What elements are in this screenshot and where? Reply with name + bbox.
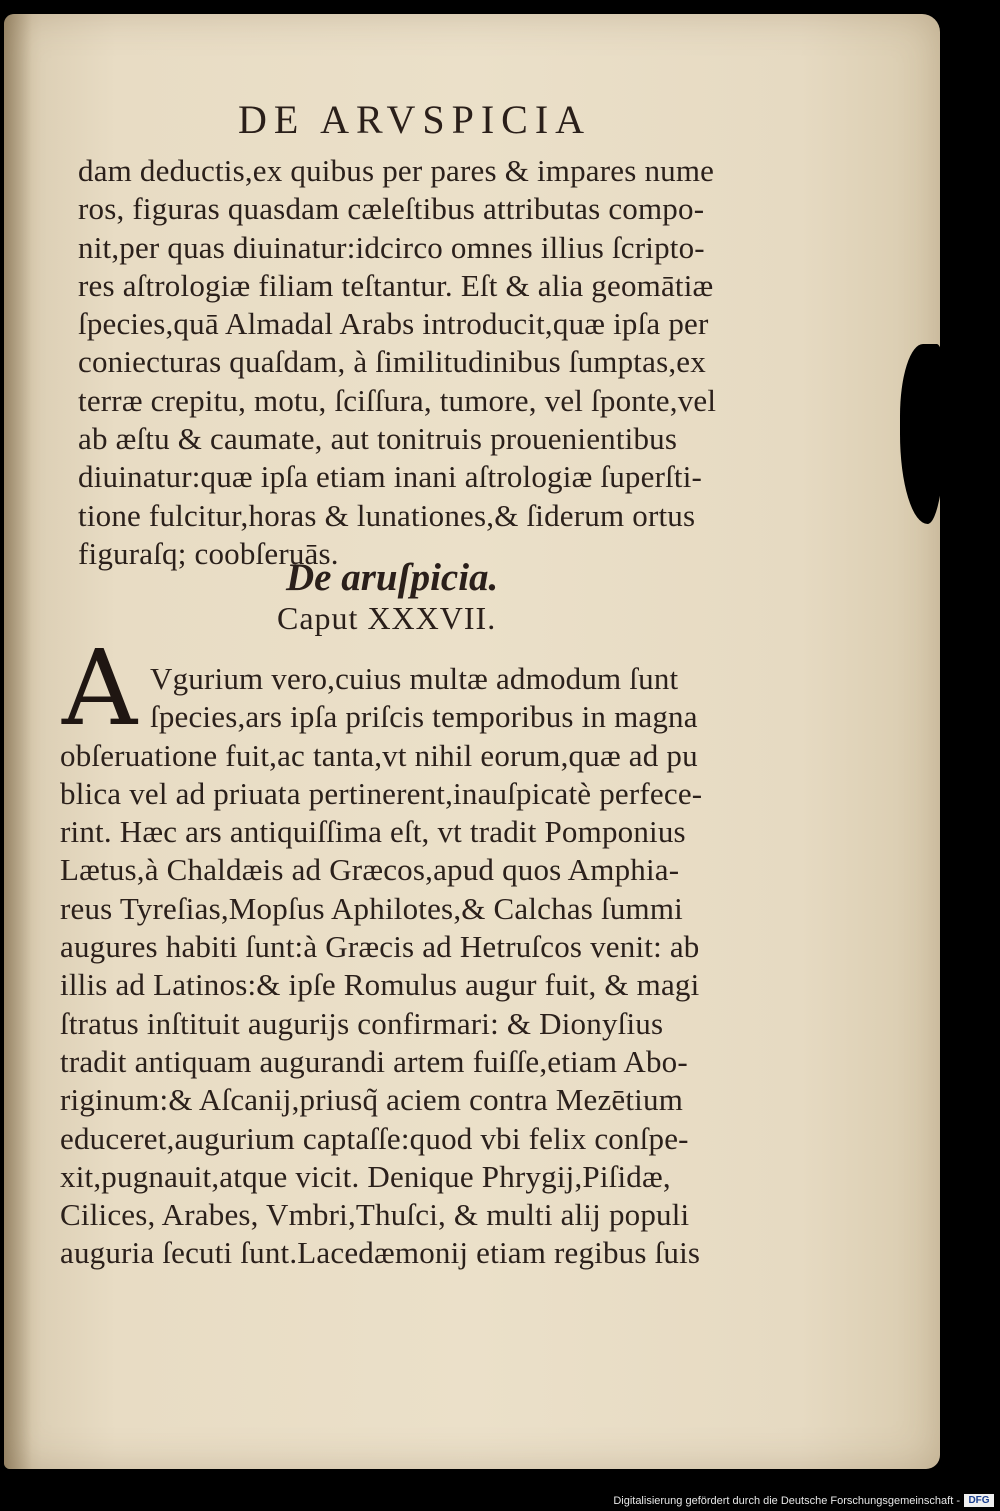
text-line: rint. Hæc ars antiquiſſima eſt, vt tradit Pomponius xyxy=(60,814,686,850)
drop-cap: A xyxy=(62,627,138,749)
text-line: xit,pugnauit,atque vicit. Denique Phrygij,Piſidæ, xyxy=(60,1158,671,1194)
text-line: dam deductis,ex quibus per pares & impares nume xyxy=(78,153,715,188)
text-line: auguria ſecuti ſunt.Lacedæmonij etiam regibus ſuis xyxy=(60,1235,701,1271)
text-line: ab æſtu & caumate, aut tonitruis prouenientibus xyxy=(78,421,678,457)
text-line: ros, figuras quasdam cæleſtibus attributas compo- xyxy=(78,191,705,227)
page-edge-damage xyxy=(900,344,946,524)
footer-bar xyxy=(0,1489,1000,1511)
text-line: riginum:& Aſcanij,priusq̃ aciem contra Mezētium xyxy=(60,1082,684,1118)
text-line: illis ad Latinos:& ipſe Romulus augur fuit, & magi xyxy=(60,967,700,1003)
footer-credit: Digitalisierung gefördert durch die Deutsche Forschungsgemeinschaft - xyxy=(613,1495,960,1507)
text-line: res aſtrologiæ filiam teſtantur. Eſt & alia geomātiæ xyxy=(78,267,714,303)
text-line: nit,per quas diuinatur:idcirco omnes illius ſcripto- xyxy=(78,229,705,265)
text-line: ſpecies,quā Almadal Arabs introducit,quæ ipſa per xyxy=(78,306,709,342)
paragraph-1 xyxy=(78,152,768,573)
text-line: educeret,augurium captaſſe:quod vbi felix conſpe- xyxy=(60,1120,689,1156)
text-line: blica vel ad priuata pertinerent,inauſpicatè perfece- xyxy=(60,775,703,811)
text-line: tradit antiquam augurandi artem fuiſſe,etiam Abo- xyxy=(60,1043,688,1079)
section-heading: De aruſpicia. xyxy=(286,556,499,599)
text-line: obſeruatione fuit,ac tanta,vt nihil eorum,quæ ad pu xyxy=(60,737,698,773)
text-line: Lætus,à Chaldæis ad Græcos,apud quos Amphia- xyxy=(60,852,680,888)
text-line: diuinatur:quæ ipſa etiam inani aſtrologiæ ſuperſti- xyxy=(78,459,703,495)
text-line: ſpecies,ars ipſa priſcis temporibus in magna xyxy=(150,699,698,735)
text-line: reus Tyreſias,Mopſus Aphilotes,& Calchas ſummi xyxy=(60,890,683,926)
text-line: augures habiti ſunt:à Græcis ad Hetruſcos venit: ab xyxy=(60,929,700,965)
text-line: terræ crepitu, motu, ſciſſura, tumore, vel ſponte,vel xyxy=(78,382,717,418)
paragraph-2 xyxy=(60,660,750,1273)
text-line: figuraſq; coobſeruās. xyxy=(78,535,339,571)
running-head: DE ARVSPICIA xyxy=(238,97,592,142)
text-line: coniecturas quaſdam, à ſimilitudinibus ſumptas,ex xyxy=(78,344,706,380)
dfg-logo: DFG xyxy=(964,1494,994,1507)
text-line: Vgurium vero,cuius multæ admodum ſunt xyxy=(150,661,679,696)
text-line: Cilices, Arabes, Vmbri,Thuſci, & multi alij populi xyxy=(60,1197,690,1233)
text-line: tione fulcitur,horas & lunationes,& ſiderum ortus xyxy=(78,497,696,533)
text-line: ſtratus inſtituit augurijs confirmari: & Dionyſius xyxy=(60,1005,664,1041)
chapter-number: Caput XXXVII. xyxy=(277,600,497,636)
